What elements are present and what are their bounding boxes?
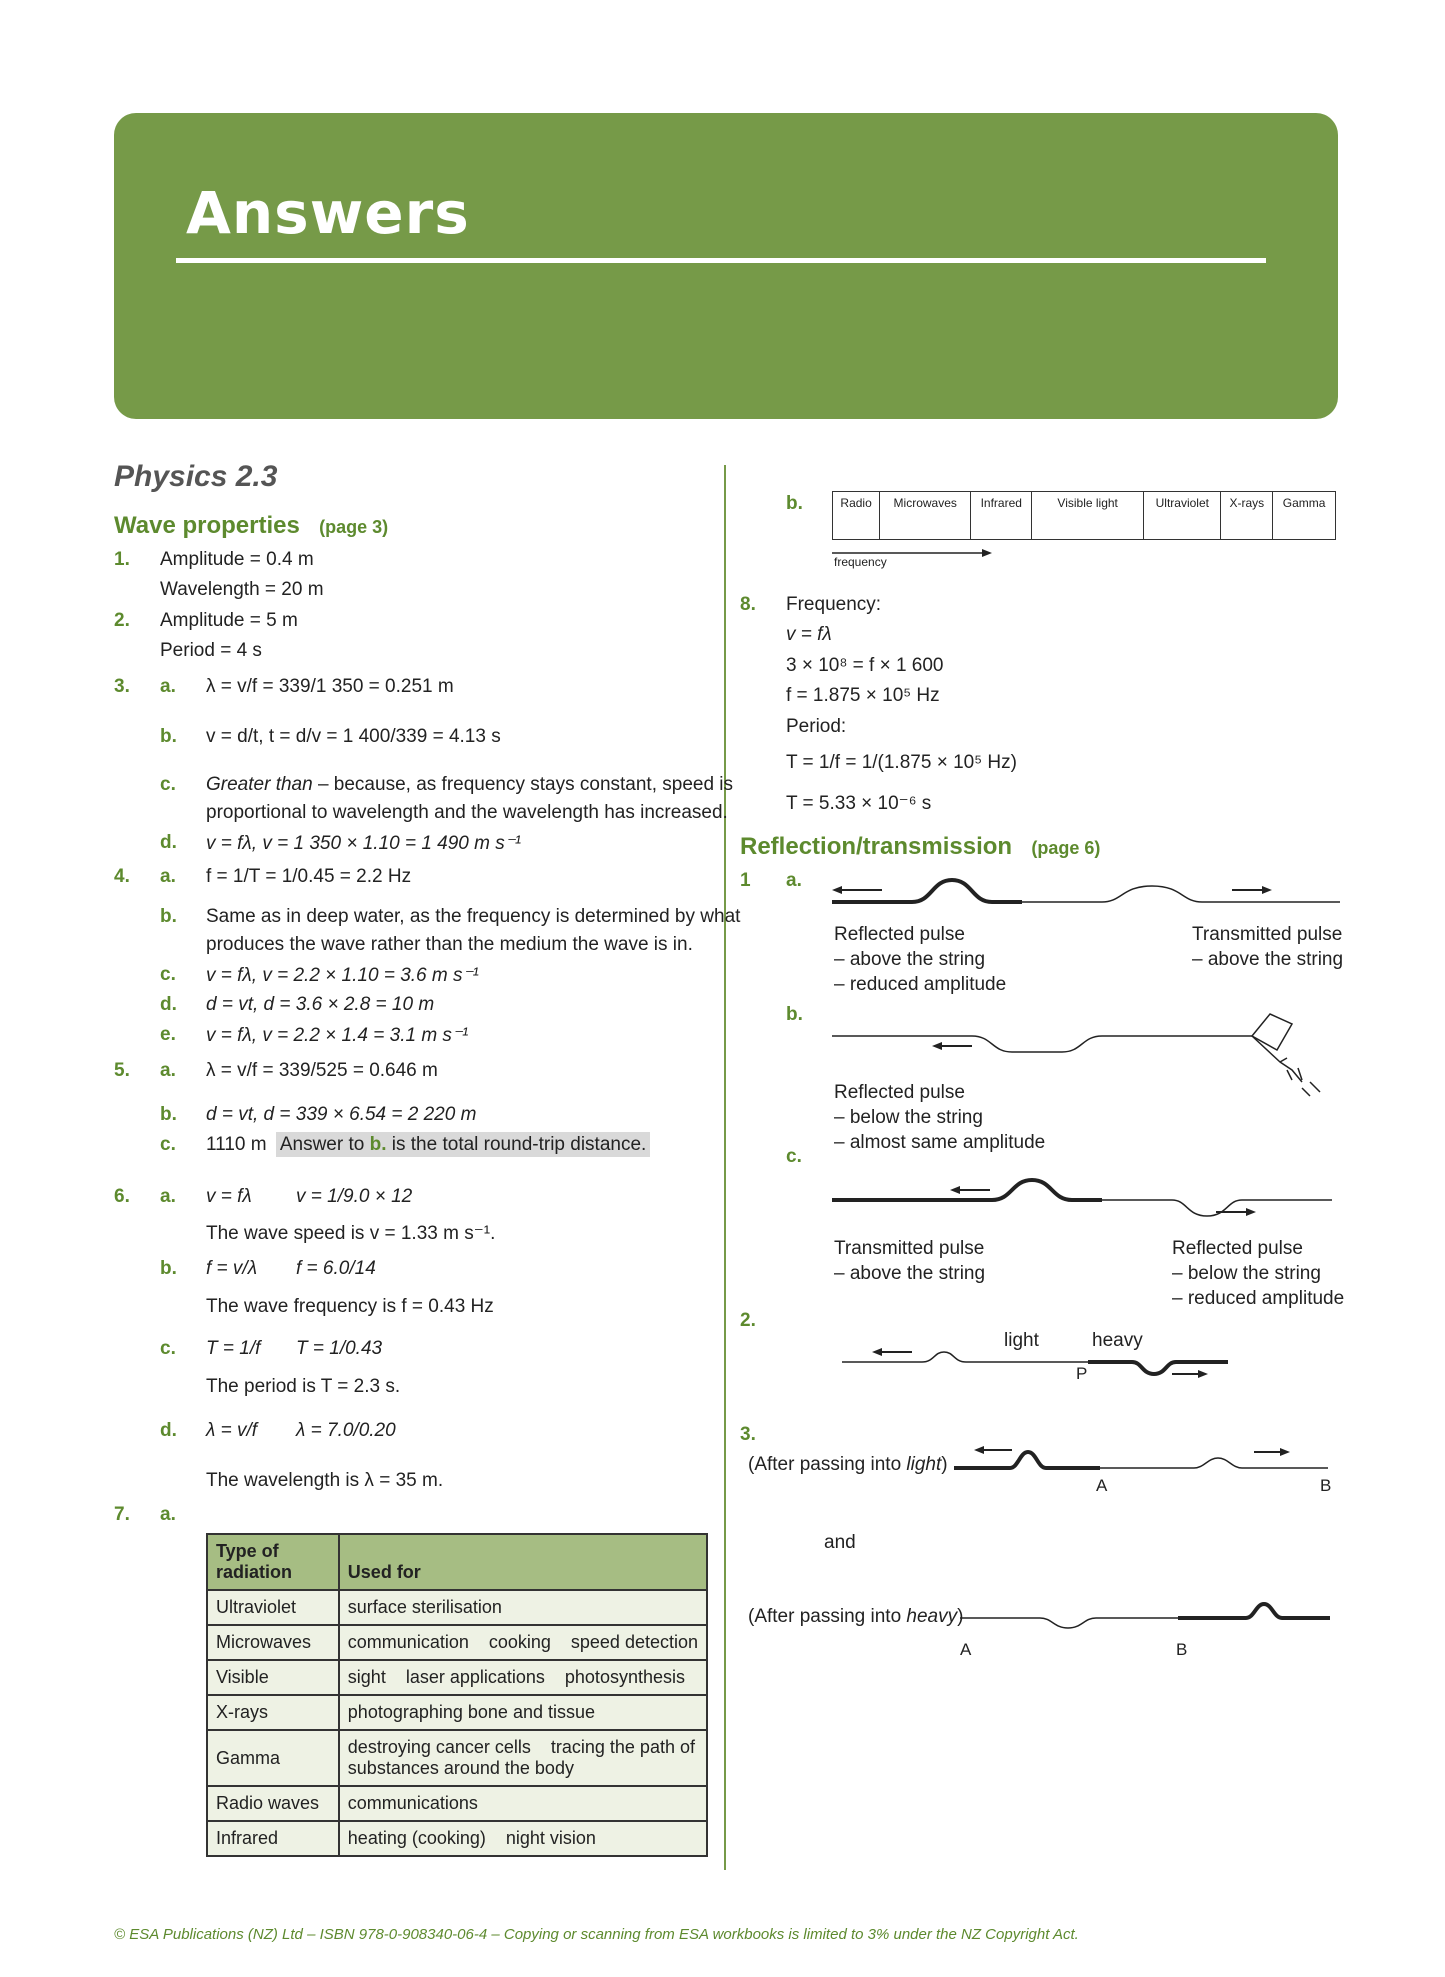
q6b-eq2: f = 6.0/14 — [296, 1258, 376, 1279]
spectrum-cell: Microwaves — [880, 492, 971, 540]
r2-point-p: P — [1076, 1364, 1088, 1383]
q6c-eq2: T = 1/0.43 — [296, 1338, 383, 1359]
q6a-eq2: v = 1/9.0 × 12 — [296, 1186, 413, 1207]
q6c-label: c. — [160, 1338, 176, 1359]
r2-number: 2. — [740, 1310, 756, 1331]
section-title: Reflection/transmission — [740, 833, 1013, 860]
answers-banner — [114, 113, 1338, 419]
r3-number: 3. — [740, 1424, 756, 1445]
q7a-label: a. — [160, 1504, 176, 1525]
section-heading-wave — [114, 512, 388, 540]
q4e-label: e. — [160, 1024, 176, 1045]
pulse-diagram-3-heavy — [960, 1596, 1332, 1636]
spectrum-cell: Ultraviolet — [1144, 492, 1221, 540]
q3-number: 3. — [114, 676, 130, 697]
q3b-answer: v = d/t, t = d/v = 1 400/339 = 4.13 s — [206, 726, 501, 747]
r3-caption-heavy: (After passing into heavy) — [748, 1606, 964, 1627]
table-row — [207, 1590, 707, 1625]
pulse-diagram-3-light — [954, 1440, 1328, 1480]
q8-number: 8. — [740, 594, 756, 615]
r1c-right-caption: Reflected pulse – below the string – reduced amplitude — [1172, 1238, 1345, 1309]
table-header-type: Type of radiation — [207, 1534, 339, 1590]
q8-line: 3 × 10⁸ = f × 1 600 — [786, 655, 944, 676]
table-row — [207, 1625, 707, 1660]
q4d-label: d. — [160, 994, 177, 1015]
table-cell: heating (cooking) night vision — [339, 1821, 707, 1856]
q6b-eq1: f = v/λ — [206, 1258, 258, 1279]
r3-caption-light: (After passing into light) — [748, 1454, 948, 1475]
q6d-label: d. — [160, 1420, 177, 1441]
q4a-answer: f = 1/T = 1/0.45 = 2.2 Hz — [206, 866, 412, 887]
r1-number: 1 — [740, 870, 751, 891]
q8-line: f = 1.875 × 10⁵ Hz — [786, 685, 940, 706]
r3-point-a: A — [1096, 1476, 1108, 1495]
table-cell: X-rays — [207, 1695, 339, 1730]
q8-line: T = 1/f = 1/(1.875 × 10⁵ Hz) — [786, 752, 1017, 773]
q3c-line1 — [206, 774, 733, 796]
section-title: Wave properties — [114, 512, 300, 539]
table-cell: sight laser applications photosynthesis — [339, 1660, 707, 1695]
section-page-ref: (page 6) — [1031, 838, 1101, 858]
q3c-label: c. — [160, 774, 176, 795]
q5b-answer: d = vt, d = 339 × 6.54 = 2 220 m — [206, 1104, 477, 1125]
spectrum-cell: Radio — [833, 492, 880, 540]
q8-line: v = fλ — [786, 624, 832, 645]
q6b-label: b. — [160, 1258, 177, 1279]
table-row — [207, 1730, 707, 1786]
q6a-label: a. — [160, 1186, 176, 1207]
table-cell: Radio waves — [207, 1786, 339, 1821]
r2-heavy-label: heavy — [1092, 1330, 1143, 1351]
q4c-answer: v = fλ, v = 2.2 × 1.10 = 3.6 m s⁻¹ — [206, 965, 479, 986]
table-cell: Visible — [207, 1660, 339, 1695]
q3c-line2: proportional to wavelength and the wavelength has increased. — [206, 802, 728, 823]
title-underline — [176, 258, 1266, 263]
spectrum-cell: Gamma — [1273, 492, 1336, 540]
pulse-diagram-1c — [832, 1176, 1332, 1226]
q3c-emphasis: Greater than — [206, 774, 313, 795]
table-cell: Microwaves — [207, 1625, 339, 1660]
r1b-label: b. — [786, 1004, 803, 1025]
q5c-note: Answer to b. is the total round-trip distance. — [276, 1132, 650, 1157]
spectrum-cell: Infrared — [971, 492, 1032, 540]
r2-light-label: light — [1004, 1330, 1039, 1351]
q6a-eq1: v = fλ — [206, 1186, 252, 1207]
table-cell: Gamma — [207, 1730, 339, 1786]
q4d-answer: d = vt, d = 3.6 × 2.8 = 10 m — [206, 994, 435, 1015]
table-header-use: Used for — [339, 1534, 707, 1590]
table-cell: surface sterilisation — [339, 1590, 707, 1625]
r1a-right-caption: Transmitted pulse – above the string — [1192, 924, 1344, 970]
q5b-label: b. — [160, 1104, 177, 1125]
pulse-diagram-2 — [842, 1340, 1232, 1385]
q4b-line1: Same as in deep water, as the frequency is determined by what — [206, 906, 741, 927]
r3-point-b: B — [1176, 1640, 1188, 1659]
q7-number: 7. — [114, 1504, 130, 1525]
r1c-left-caption: Transmitted pulse – above the string — [834, 1238, 986, 1284]
table-cell: Infrared — [207, 1821, 339, 1856]
q3d-answer: v = fλ, v = 1 350 × 1.10 = 1 490 m s⁻¹ — [206, 833, 522, 854]
page-title: Answers — [186, 179, 470, 247]
q8-line: T = 5.33 × 10⁻⁶ s — [786, 793, 932, 814]
table-cell: communications — [339, 1786, 707, 1821]
q6b-answer: The wave frequency is f = 0.43 Hz — [206, 1296, 494, 1317]
q6d-answer: The wavelength is λ = 35 m. — [206, 1470, 444, 1491]
r3-point-b: B — [1320, 1476, 1332, 1495]
q3a-answer: λ = v/f = 339/1 350 = 0.251 m — [206, 676, 454, 697]
q6-number: 6. — [114, 1186, 130, 1207]
r1b-left-caption: Reflected pulse – below the string – almost same amplitude — [834, 1082, 1046, 1153]
q4b-line2: produces the wave rather than the medium the wave is in. — [206, 934, 693, 955]
table-row — [207, 1821, 707, 1856]
q6c-eq1: T = 1/f — [206, 1338, 261, 1359]
q1-number: 1. — [114, 549, 130, 570]
q5a-label: a. — [160, 1060, 176, 1081]
q2-line2: Period = 4 s — [160, 640, 262, 661]
radiation-uses-table — [206, 1533, 708, 1857]
q5a-answer: λ = v/f = 339/525 = 0.646 m — [206, 1060, 438, 1081]
q6d-eq1: λ = v/f — [206, 1420, 258, 1441]
q1-line2: Wavelength = 20 m — [160, 579, 324, 600]
table-cell: photographing bone and tissue — [339, 1695, 707, 1730]
table-cell: destroying cancer cells tracing the path of substances around the body — [339, 1730, 707, 1786]
q6a-answer: The wave speed is v = 1.33 m s⁻¹. — [206, 1223, 496, 1244]
r3-point-a: A — [960, 1640, 972, 1659]
q2-number: 2. — [114, 610, 130, 631]
q4b-label: b. — [160, 906, 177, 927]
q5c-answer — [206, 1134, 650, 1156]
subject-heading: Physics 2.3 — [114, 460, 278, 493]
table-row — [207, 1695, 707, 1730]
q8-line: Period: — [786, 716, 847, 737]
q4e-answer: v = fλ, v = 2.2 × 1.4 = 3.1 m s⁻¹ — [206, 1025, 469, 1046]
q5c-value: 1110 m — [206, 1134, 267, 1155]
q6c-answer: The period is T = 2.3 s. — [206, 1376, 401, 1397]
table-row — [207, 1786, 707, 1821]
q3a-label: a. — [160, 676, 176, 697]
section-page-ref: (page 3) — [319, 517, 389, 537]
q2-line1: Amplitude = 5 m — [160, 610, 298, 631]
table-row — [207, 1660, 707, 1695]
q8-line: Frequency: — [786, 594, 882, 615]
r3-and-text: and — [824, 1532, 856, 1553]
pulse-diagram-1a — [832, 870, 1340, 910]
q1-line1: Amplitude = 0.4 m — [160, 549, 314, 570]
q4c-label: c. — [160, 964, 176, 985]
q4a-label: a. — [160, 866, 176, 887]
column-divider — [724, 465, 726, 1870]
q7b-label: b. — [786, 493, 803, 514]
table-cell: communication cooking speed detection — [339, 1625, 707, 1660]
frequency-label: frequency — [834, 555, 887, 569]
q3b-label: b. — [160, 726, 177, 747]
table-cell: Ultraviolet — [207, 1590, 339, 1625]
spectrum-cell: Visible light — [1032, 492, 1144, 540]
r1a-label: a. — [786, 870, 802, 891]
spectrum-cell: X-rays — [1221, 492, 1273, 540]
q3d-label: d. — [160, 832, 177, 853]
r1c-label: c. — [786, 1146, 802, 1167]
r1a-left-caption: Reflected pulse – above the string – reduced amplitude — [834, 924, 1007, 995]
section-heading-reflection — [740, 833, 1100, 861]
copyright-footer: © ESA Publications (NZ) Ltd – ISBN 978-0-908340-06-4 – Copying or scanning from ESA workbooks is limited to 3% under the NZ Copyright Act. — [114, 1926, 1079, 1943]
q6d-eq2: λ = 7.0/0.20 — [296, 1420, 396, 1441]
q4-number: 4. — [114, 866, 130, 887]
q3c-text: – because, as frequency stays constant, speed is — [312, 774, 734, 795]
em-spectrum-table — [832, 491, 1336, 540]
q5-number: 5. — [114, 1060, 130, 1081]
q5c-label: c. — [160, 1134, 176, 1155]
